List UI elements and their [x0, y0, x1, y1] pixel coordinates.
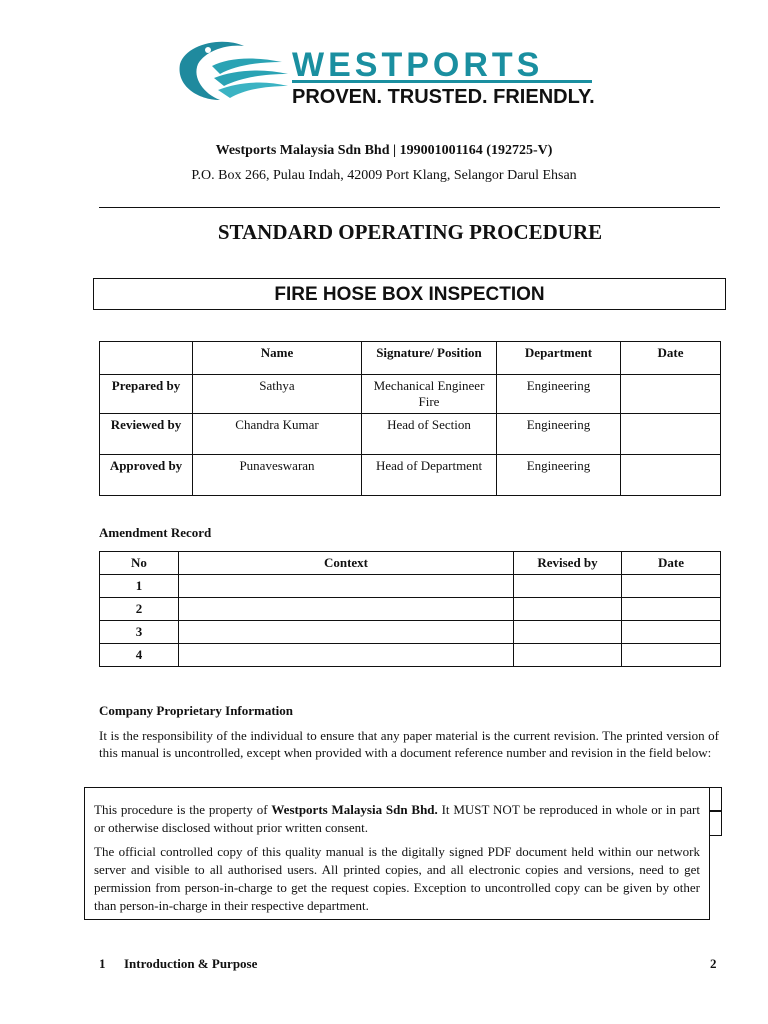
approval-header-row [100, 342, 721, 375]
header-divider [99, 207, 720, 208]
amendment-no: 4 [100, 644, 179, 667]
proprietary-info-label: Company Proprietary Information [99, 703, 294, 718]
amendment-context [179, 621, 514, 644]
amendment-no: 3 [100, 621, 179, 644]
amendment-no: 2 [100, 598, 179, 621]
approval-header-signature: Signature/ Position [362, 342, 497, 375]
amendment-date [622, 575, 721, 598]
amendment-header-no: No [100, 552, 179, 575]
approval-department: Engineering [497, 414, 621, 455]
amendment-date [622, 644, 721, 667]
amendment-context [179, 575, 514, 598]
proprietary-info-text: It is the responsibility of the individual to ensure that any paper material is the current revision. The printed version of this manual is uncontrolled, except when provided with a document reference number and revision in the field below: [99, 728, 719, 760]
amendment-revised-by [514, 598, 622, 621]
amendment-row [100, 575, 721, 598]
approval-position: Head of Department [362, 455, 497, 496]
approval-date [621, 455, 721, 496]
approval-position: Head of Section [362, 414, 497, 455]
amendment-row [100, 621, 721, 644]
company-address: P.O. Box 266, Pulau Indah, 42009 Port Klang, Selangor Darul Ehsan [191, 168, 577, 183]
approval-header-date: Date [621, 342, 721, 375]
amendment-context [179, 598, 514, 621]
amendment-revised-by [514, 575, 622, 598]
company-registration: Westports Malaysia Sdn Bhd | 199001001164 (192725-V) [215, 143, 553, 158]
approval-date [621, 414, 721, 455]
approval-header-department: Department [497, 342, 621, 375]
amendment-header-row [100, 552, 721, 575]
approval-name: Punaveswaran [193, 455, 362, 496]
approval-department: Engineering [497, 455, 621, 496]
amendment-row [100, 644, 721, 667]
approval-name: Sathya [193, 375, 362, 414]
controlled-copy-paragraph: The official controlled copy of this quality manual is the digitally signed PDF document held within our network server and visible to all authorised users. All printed copies, and all electronic copies and versions, need to get permission from person-in-charge to get the request copies. Exception to uncontrolled copy can be given by other than person-in-charge in their respective department. [94, 844, 700, 913]
brand-name: WESTPORTS [292, 46, 544, 84]
amendment-header-context: Context [179, 552, 514, 575]
amendment-header-revised-by: Revised by [514, 552, 622, 575]
approval-role: Prepared by [100, 375, 193, 414]
amendment-context [179, 644, 514, 667]
amendment-header-date: Date [622, 552, 721, 575]
amendment-record-label: Amendment Record [99, 525, 212, 540]
amendment-no: 1 [100, 575, 179, 598]
amendment-date [622, 598, 721, 621]
section-title: Introduction & Purpose [124, 956, 258, 971]
notice-text: This procedure is the property of [94, 802, 272, 817]
approval-row-prepared [100, 375, 721, 414]
approval-name: Chandra Kumar [193, 414, 362, 455]
property-notice-paragraph [94, 801, 700, 837]
amendment-row [100, 598, 721, 621]
amendment-revised-by [514, 644, 622, 667]
approval-department: Engineering [497, 375, 621, 414]
brand-tagline: PROVEN. TRUSTED. FRIENDLY. [292, 86, 595, 108]
amendment-date [622, 621, 721, 644]
approval-row-reviewed [100, 414, 721, 455]
approval-row-approved [100, 455, 721, 496]
section-number: 1 [99, 956, 106, 971]
approval-date [621, 375, 721, 414]
amendment-revised-by [514, 621, 622, 644]
sop-title: STANDARD OPERATING PROCEDURE [217, 220, 603, 244]
notice-text: It MUST NOT be reproduced in whole or in part or otherwise disclosed without prior written consent. [94, 802, 700, 835]
approval-role: Reviewed by [100, 414, 193, 455]
approval-role: Approved by [100, 455, 193, 496]
approval-header-name: Name [193, 342, 362, 375]
property-notice-box [84, 787, 710, 920]
document-title: FIRE HOSE BOX INSPECTION [93, 278, 726, 310]
page-number: 2 [710, 956, 717, 971]
notice-company-name: Westports Malaysia Sdn Bhd. [271, 802, 438, 817]
amendment-table [99, 551, 721, 667]
approval-position: Mechanical Engineer Fire [362, 375, 497, 414]
approval-table [99, 341, 721, 496]
approval-header-blank [100, 342, 193, 375]
